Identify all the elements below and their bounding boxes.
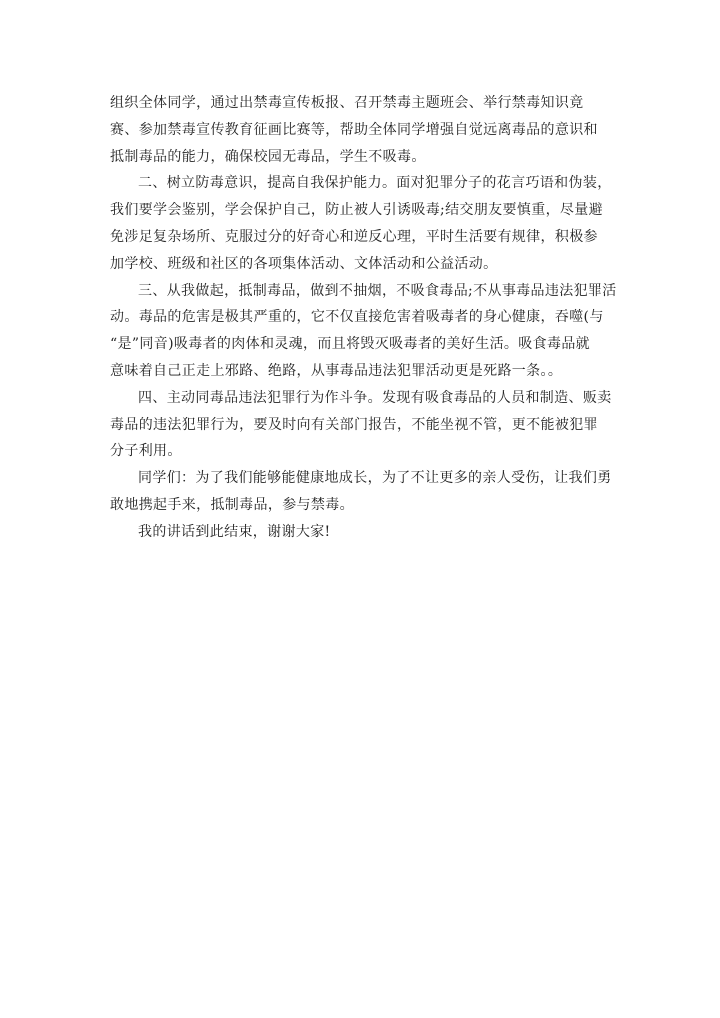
text-line: 分子利用。 (110, 443, 182, 460)
text-line: 敢地携起手来，抵制毒品，参与禁毒。 (110, 496, 354, 513)
paragraph-heading-line: 同学们：为了我们能够能健康地成长，为了不让更多的亲人受伤，让我们勇 (138, 470, 612, 487)
text-line: 毒品的违法犯罪行为，要及时向有关部门报告，不能坐视不管，更不能被犯罪 (110, 416, 598, 433)
text-line: 意味着自己正走上邪路、绝路，从事毒品违法犯罪活动更是死路一条。。 (110, 362, 563, 379)
text-line: “是”同音)吸毒者的肉体和灵魂，而且将毁灭吸毒者的美好生活。吸食毒品就 (110, 336, 591, 353)
paragraph-heading-line: 三、从我做起，抵制毒品，做到不抽烟，不吸食毒品;不从事毒品违法犯罪活 (138, 282, 617, 299)
paragraph-heading-line: 四、主动同毒品违法犯罪行为作斗争。发现有吸食毒品的人员和制造、贩卖 (138, 389, 612, 406)
text-line: 赛、参加禁毒宣传教育征画比赛等，帮助全体同学增强自觉远离毒品的意识和 (110, 121, 598, 138)
text-line: 组织全体同学，通过出禁毒宣传板报、召开禁毒主题班会、举行禁毒知识竟 (110, 95, 584, 111)
text-line: 免涉足复杂场所、克服过分的好奇心和逆反心理，平时生活要有规律，积极参 (110, 228, 598, 245)
paragraph-heading-line: 二、树立防毒意识，提高自我保护能力。面对犯罪分子的花言巧语和伪装， (138, 175, 612, 192)
text-line: 抵制毒品的能力，确保校园无毒品，学生不吸毒。 (110, 148, 426, 165)
closing-line: 我的讲话到此结束，谢谢大家! (138, 523, 331, 540)
text-line: 加学校、班级和社区的各项集体活动、文体活动和公益活动。 (110, 255, 498, 272)
text-line: 动。毒品的危害是极其严重的，它不仅直接危害着吸毒者的身心健康，吞噬(与 (110, 309, 604, 326)
text-line: 我们要学会鉴别，学会保护自己，防止被人引诱吸毒;结交朋友要慎重，尽量避 (110, 202, 603, 219)
document-body (110, 90, 620, 546)
